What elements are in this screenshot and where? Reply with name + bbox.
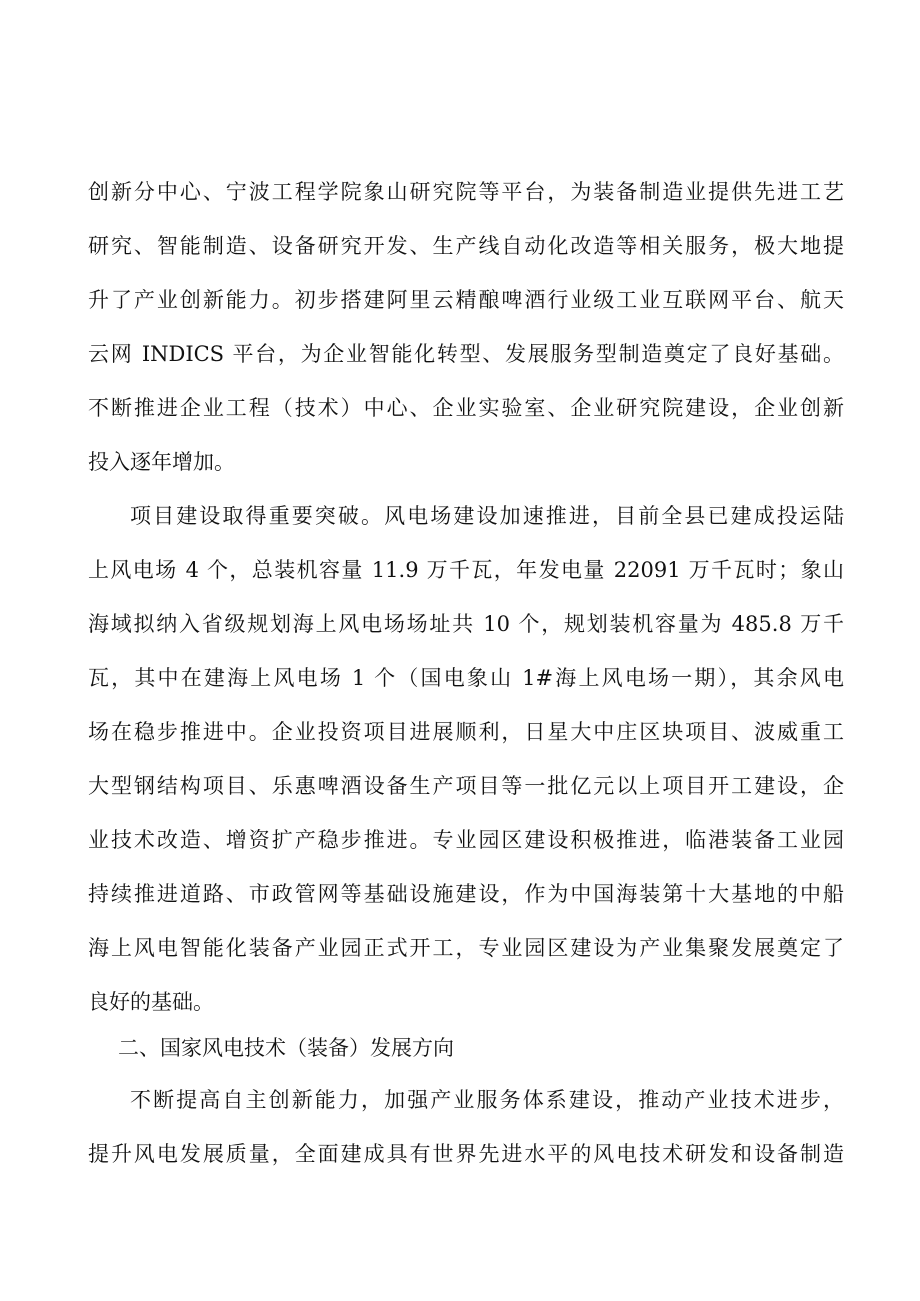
paragraph-2-line-7: 业技术改造、增资扩产稳步推进。专业园区建设积极推进，临港装备工业园 [88, 828, 844, 852]
paragraph-2-line-10: 良好的基础。 [88, 990, 214, 1014]
paragraph-2-line-9: 海上风电智能化装备产业园正式开工，专业园区建设为产业集聚发展奠定了 [88, 936, 844, 960]
paragraph-2-line-1: 项目建设取得重要突破。风电场建设加速推进，目前全县已建成投运陆 [130, 504, 844, 528]
section-heading: 二、国家风电技术（装备）发展方向 [118, 1036, 454, 1060]
paragraph-2-line-4: 瓦，其中在建海上风电场 1 个（国电象山 1#海上风电场一期），其余风电 [88, 666, 844, 690]
paragraph-1-line-4: 云网 INDICS 平台，为企业智能化转型、发展服务型制造奠定了良好基础。 [88, 342, 844, 366]
paragraph-1-line-5: 不断推进企业工程（技术）中心、企业实验室、企业研究院建设，企业创新 [88, 396, 844, 420]
paragraph-3-line-2: 提升风电发展质量，全面建成具有世界先进水平的风电技术研发和设备制造 [88, 1142, 844, 1166]
paragraph-1-line-2: 研究、智能制造、设备研究开发、生产线自动化改造等相关服务，极大地提 [88, 234, 844, 258]
paragraph-2-line-8: 持续推进道路、市政管网等基础设施建设，作为中国海装第十大基地的中船 [88, 882, 844, 906]
paragraph-3-line-1: 不断提高自主创新能力，加强产业服务体系建设，推动产业技术进步， [130, 1088, 844, 1112]
paragraph-2-line-6: 大型钢结构项目、乐惠啤酒设备生产项目等一批亿元以上项目开工建设，企 [88, 774, 844, 798]
paragraph-2-line-5: 场在稳步推进中。企业投资项目进展顺利，日星大中庄区块项目、波威重工 [88, 720, 844, 744]
paragraph-2-line-3: 海域拟纳入省级规划海上风电场场址共 10 个，规划装机容量为 485.8 万千 [88, 612, 844, 636]
paragraph-2-line-2: 上风电场 4 个，总装机容量 11.9 万千瓦，年发电量 22091 万千瓦时；象山 [88, 558, 844, 582]
paragraph-1-line-1: 创新分中心、宁波工程学院象山研究院等平台，为装备制造业提供先进工艺 [88, 180, 844, 204]
paragraph-1-line-3: 升了产业创新能力。初步搭建阿里云精酿啤酒行业级工业互联网平台、航天 [88, 288, 844, 312]
paragraph-1-line-6: 投入逐年增加。 [88, 450, 235, 474]
